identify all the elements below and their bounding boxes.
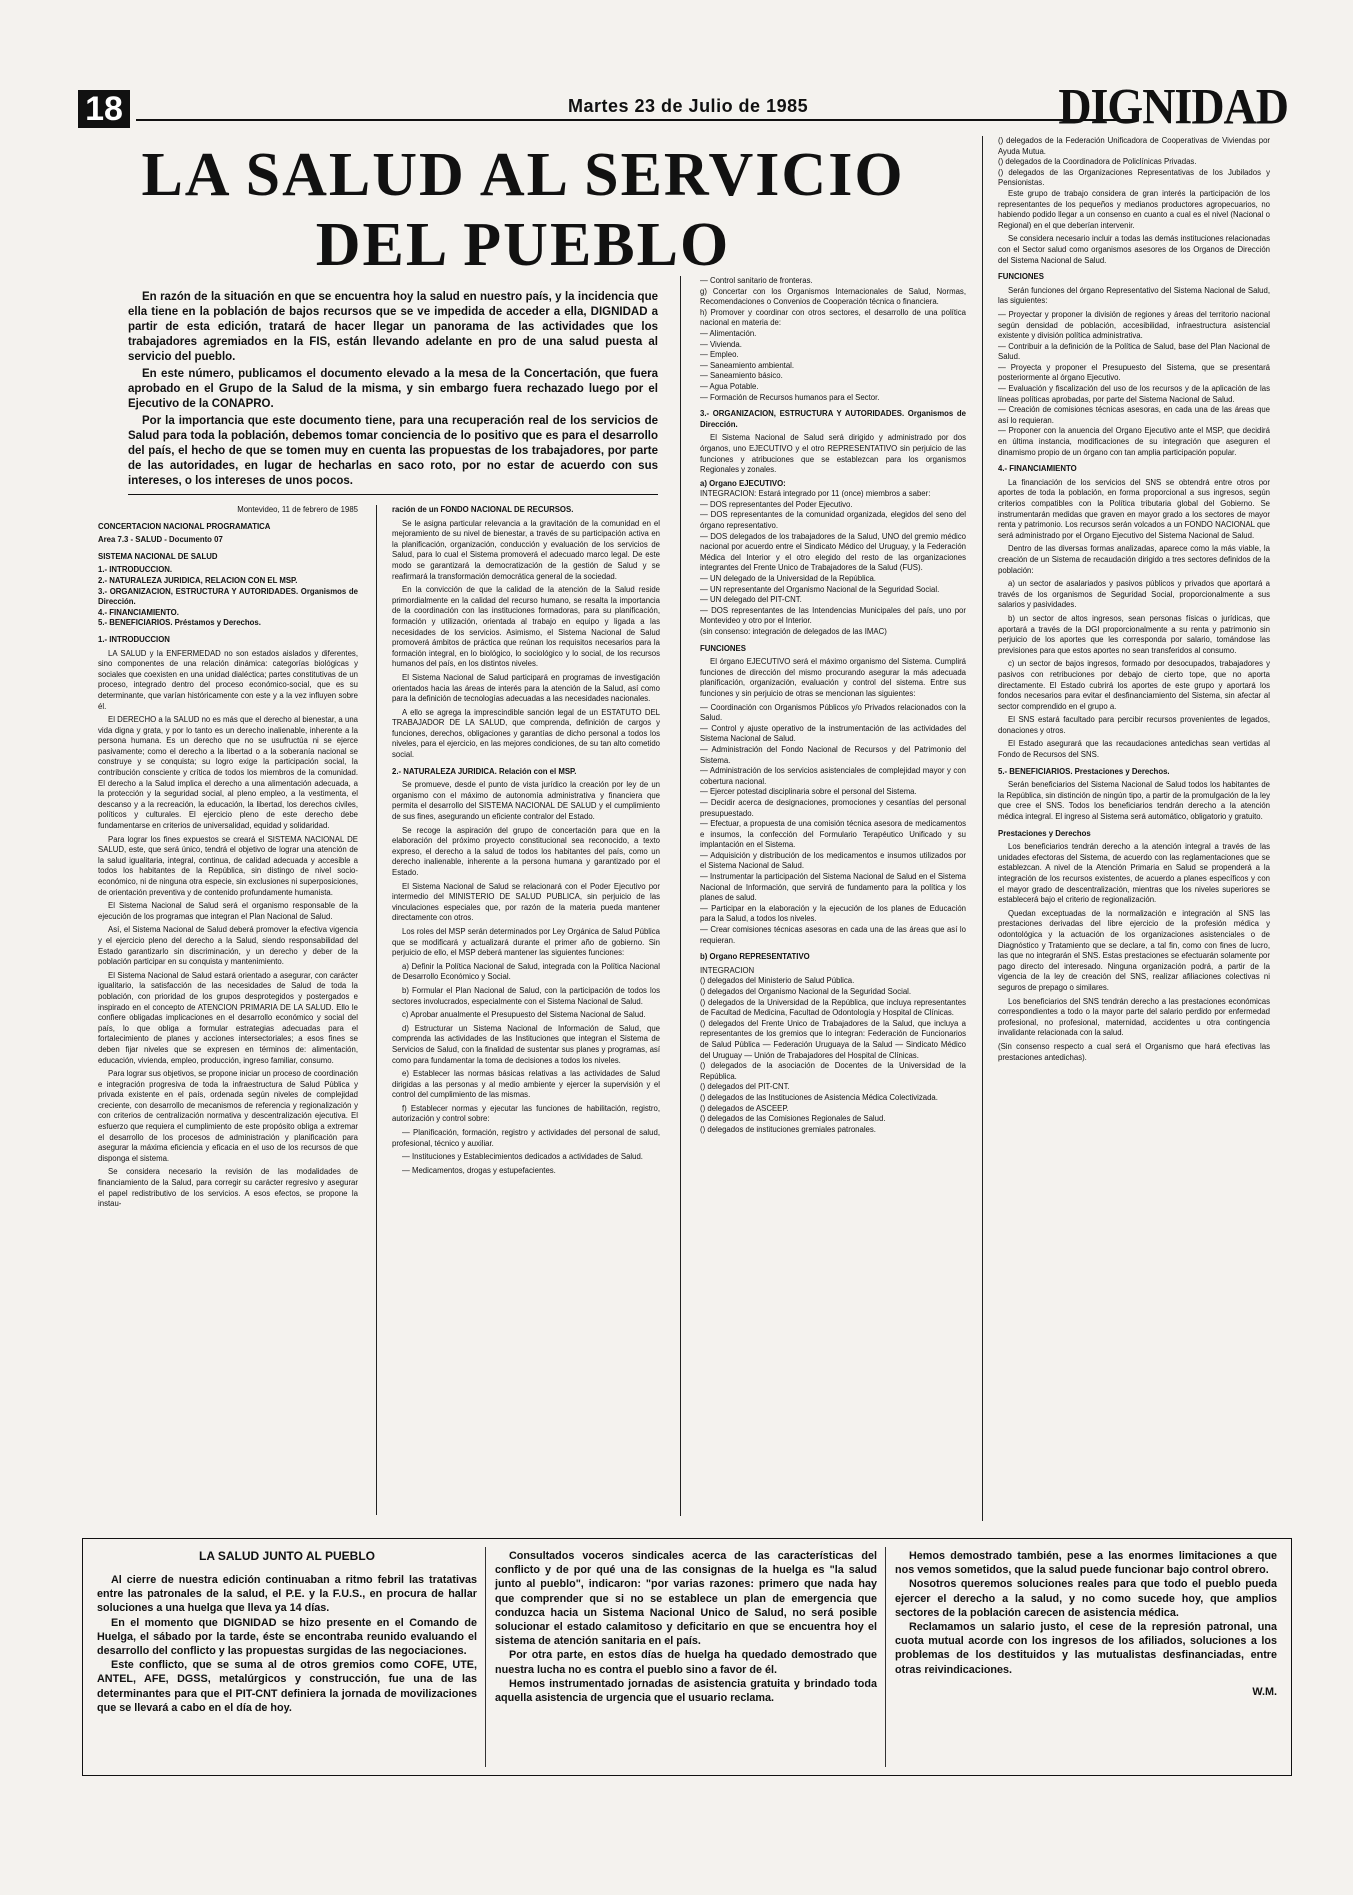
body-paragraph: El DERECHO a la SALUD no es más que el derecho al bienestar, a una vida digna y grata, y por lo tanto es un derecho inalienable, inherente a la persona humana. Es un derecho que no se usufructúa ni se ejerce pasivamente; como el derecho a la libertad o a la soberanía nacional se construye y se conquista; su logro exige la participación social, la contribución consciente y crítica de todos los miembros de la comunidad. El derecho a la Salud implica el derecho a una alimentación adecuada, a la protección y la seguridad social, al pleno empleo, a la vestimenta, el descanso y a la recreación, la educación, la libertad, los derechos civiles, políticos y culturales. El ejercicio pleno de este derecho debe fundamentarse en criterios de universalidad, equidad y solidaridad.	[98, 715, 358, 831]
body-paragraph: f) Establecer normas y ejecutar las funciones de habilitación, registro, autorización y control sobre:	[392, 1103, 660, 1124]
box-column-3	[895, 1549, 1277, 1699]
org-name: CONCERTACION NACIONAL PROGRAMATICA	[98, 521, 271, 531]
body-paragraph: Serán beneficiarios del Sistema Nacional de Salud todos los habitantes de la República, sin distinción de ningún tipo, a partir de la promulgación de la ley que cree el SNS. Todos los beneficiarios tendrán derecho a la atención médica integral. El ingreso al Sistema será automático, obligatorio y gratuito.	[998, 780, 1270, 822]
list-item: — Empleo.	[700, 350, 739, 360]
body-paragraph: En la convicción de que la calidad de la atención de la Salud reside primordialmente en la calidad del recurso humano, se resalta la importancia de la coordinación con las instituciones formadoras, para su planificación, formación y utilización, orientada al trabajo en equipo y ligada a las necesidades de los servicios. Asimismo, el Sistema Nacional de Salud promoverá ámbitos de práctica que reúnan los requisitos necesarios para la formación integral, en lo biológico, lo sociológico y lo social, de los recursos humanos del país, en los distintos niveles.	[392, 585, 660, 669]
body-paragraph: Este grupo de trabajo considera de gran interés la participación de los representantes de los pequeños y medianos productores agropecuarios, no habiendo podido llegar a un consenso en cuanto a cual es el nivel (Nacional o Regional) en el que deberían intervenir.	[998, 188, 1270, 230]
intro-paragraph: En razón de la situación en que se encuentra hoy la salud en nuestro país, y la incidencia que ella tiene en la población de bajos recursos que se ve impedida de acceder a ella, DIGNIDAD a partir de esta edición, tratará de hacer llegar un panorama de las actividades que los trabajadores agremiados en la FIS, están llevando adelante en pro de una salud puesta al servicio del pueblo.	[128, 291, 658, 363]
box-divider	[485, 1547, 486, 1767]
body-paragraph: a) Organo EJECUTIVO:	[700, 478, 786, 488]
list-item: — Agua Potable.	[700, 381, 759, 391]
body-paragraph: c) Aprobar anualmente el Presupuesto del Sistema Nacional de Salud.	[402, 1010, 646, 1020]
body-paragraph: El órgano EJECUTIVO será el máximo organismo del Sistema. Cumplirá funciones de dirección del mismo procurando asegurar la más adecuada planificación, organización, evaluación y control del sistema. Entre sus funciones y sin perjuicio de otras se mencionan las siguientes:	[700, 657, 966, 698]
body-paragraph: INTEGRACION: Estará integrado por 11 (once) miembros a saber:	[700, 489, 931, 499]
list-item: — Coordinación con Organismos Públicos y/o Privados relacionados con la Salud.	[700, 702, 966, 723]
masthead	[78, 78, 1288, 135]
body-paragraph: b) Formular el Plan Nacional de Salud, con la participación de todos los sectores involucrados, especialmente con el Sistema Nacional de Salud.	[392, 985, 660, 1006]
list-item: — DOS representantes de la comunidad organizada, elegidos del seno del órgano representativo.	[700, 510, 966, 531]
body-paragraph: Los roles del MSP serán determinados por Ley Orgánica de Salud Pública que se modificará y actualizará durante el primer año de gobierno. Sin perjuicio de ello, el MSP deberá mantener las siguientes funciones:	[392, 926, 660, 958]
system-name: SISTEMA NACIONAL DE SALUD	[98, 551, 218, 561]
page-number: 18	[78, 90, 130, 128]
list-item: () delegados de instituciones gremiales patronales.	[700, 1124, 876, 1134]
box-title: LA SALUD JUNTO AL PUEBLO	[198, 1549, 375, 1563]
box-paragraph: Hemos demostrado también, pese a las enormes limitaciones a que nos vemos sometidos, que la salud puede funcionar bajo control obrero.	[895, 1550, 1277, 1577]
body-paragraph: Se considera necesario incluir a todas las demás instituciones relacionadas con el Sector salud como organismos asesores de los Organos de Dirección del Sistema Nacional de Salud.	[998, 234, 1270, 265]
page-headline: LA SALUD AL SERVICIO DEL PUEBLO	[141, 141, 905, 279]
index-item: 2.- NATURALEZA JURIDICA, RELACION CON EL MSP.	[98, 575, 298, 585]
list-item: () delegados de las Comisiones Regionales de Salud.	[700, 1114, 886, 1124]
body-paragraph: a) un sector de asalariados y pasivos públicos y privados que aportará a través de los organismos de Seguridad Social, proporcionalmente a sus salarios y pasividades.	[998, 579, 1270, 610]
body-paragraph: El Sistema Nacional de Salud será dirigido y administrado por dos órganos, uno EJECUTIVO y el otro REPRESENTATIVO sin perjuicio de las funciones y atribuciones que se establezcan para los organismos Regionales y zonales.	[700, 433, 966, 475]
list-item: () delegados de la Federación Unificadora de Cooperativas de Viviendas por Ayuda Mutua.	[998, 136, 1270, 156]
index-item: 3.- ORGANIZACION, ESTRUCTURA Y AUTORIDADES. Organismos de Dirección.	[98, 586, 358, 607]
list-item: — DOS representantes del Poder Ejecutivo.	[700, 499, 853, 509]
body-paragraph: d) Estructurar un Sistema Nacional de Información de Salud, que comprenda las actividades de las Instituciones que integran el Sistema de Servicios de Salud, con la finalidad de sustentar sus planes y programas, así como para fundamentar la toma de decisiones a todos los niveles.	[392, 1023, 660, 1065]
intro-divider	[128, 494, 658, 495]
section-heading: 2.- NATURALEZA JURIDICA. Relación con el MSP.	[392, 766, 577, 776]
section-heading: 3.- ORGANIZACION, ESTRUCTURA Y AUTORIDADES. Organismos de Dirección.	[700, 409, 966, 429]
box-paragraph: Consultados voceros sindicales acerca de las características del conflicto y de por qué una de las consignas de la huelga es "la salud junto al pueblo", indicaron: "por varias razones: primero que nada hay que comprender que si no se establece un plan de emergencia que conduzca hacia un Sistema Nacional Unico de Salud, no será posible solucionar el estado calamitoso y deficitario en que se encuentra hoy el sistema de atención sanitaria en el país.	[495, 1550, 877, 1648]
column-divider	[982, 136, 983, 1521]
article-column-3	[700, 276, 966, 1516]
box-column-2	[495, 1549, 877, 1705]
body-paragraph: A ello se agrega la imprescindible sanción legal de un ESTATUTO DEL TRABAJADOR DE LA SALUD, que comprenda, definición de cargos y funciones, derechos, obligaciones y garantías de dicho personal a todos los niveles, para el ejercicio, en las mejores condiciones, de su tan alto cometido social.	[392, 707, 660, 760]
body-paragraph: El Estado asegurará que las recaudaciones antedichas sean vertidas al Fondo de Recursos del SNS.	[998, 739, 1270, 760]
body-paragraph: Se considera necesario la revisión de las modalidades de financiamiento de la Salud, para corregir su carácter regresivo y asegurar el papel redistributivo de los servicios. A esos efectos, se propone la instau-	[98, 1167, 358, 1209]
box-divider	[885, 1547, 886, 1767]
box-paragraph: Este conflicto, que se suma al de otros gremios como COFE, UTE, ANTEL, AFE, DGSS, metalúrgicos y construcción, fue una de las determinantes para que el PIT-CNT definiera la jornada de movilizaciones que se llevará a cabo en el día de hoy.	[97, 1659, 477, 1714]
area-line: Area 7.3 - SALUD - Documento 07	[98, 535, 223, 545]
list-item: — Control y ajuste operativo de la instrumentación de las actividades del Sistema Nacional de Salud.	[700, 723, 966, 744]
body-paragraph: Serán funciones del órgano Representativo del Sistema Nacional de Salud, las siguientes:	[998, 285, 1270, 306]
newspaper-name: DIGNIDAD	[1058, 78, 1288, 135]
list-item: — Saneamiento básico.	[700, 371, 783, 381]
body-paragraph: Para lograr los fines expuestos se creará el SISTEMA NACIONAL DE SALUD, este, que será único, tendrá el objetivo de lograr una atención de la salud igualitaria, integral, continua, de calidad adecuada y accesible a todos los habitantes de la República, sin distingo de nivel socio-económico, ni de ninguna otra especie, sin exclusiones ni superposiciones, de orientación preventiva y de contenido profundamente humanista.	[98, 834, 358, 897]
list-item: () delegados del Organismo Nacional de la Seguridad Social.	[700, 987, 912, 996]
box-paragraph: En el momento que DIGNIDAD se hizo presente en el Comando de Huelga, el sábado por la tarde, éste se encontraba reunido evaluando el desarrollo del conflicto y las propuestas surgidas de las negociaciones.	[97, 1616, 477, 1658]
body-paragraph: Dentro de las diversas formas analizadas, aparece como la más viable, la creación de un Sistema de recaudación dirigido a tres sectores definidos de la población:	[998, 544, 1270, 575]
list-item: — Alimentación.	[700, 328, 757, 338]
intro-paragraph: En este número, publicamos el documento elevado a la mesa de la Concertación, que fuera aprobado en el Grupo de la Salud de la misma, y sin embargo fuera rechazado luego por el Ejecutivo de la CONAPRO.	[128, 368, 658, 410]
list-item: — UN representante del Organismo Nacional de la Seguridad Social.	[700, 584, 940, 594]
body-paragraph: El Sistema Nacional de Salud se relacionará con el Poder Ejecutivo por intermedio del MINISTERIO DE SALUD PUBLICA, sin perjuicio de las vinculaciones especiales que, por razón de la materia pueda mantener directamente con otros.	[392, 881, 660, 923]
body-paragraph: ración de un FONDO NACIONAL DE RECURSOS.	[392, 505, 574, 514]
body-paragraph: El Sistema Nacional de Salud participará en programas de investigación orientados hacia las áreas de interés para la atención de la Salud, así como para la definición de tecnologías adecuadas a las necesidades nacionales.	[392, 672, 660, 704]
box-paragraph: Al cierre de nuestra edición continuaban a ritmo febril las tratativas entre las patronales de la salud, el P.E. y la F.U.S., en procura de hallar soluciones a una huelga que lleva ya 14 días.	[97, 1574, 477, 1615]
section-heading: 4.- FINANCIAMIENTO	[998, 464, 1077, 474]
list-item: h) Promover y coordinar con otros sectores, el desarrollo de una política nacional en materia de:	[700, 307, 966, 328]
list-item: — Proyecta y proponer el Presupuesto del Sistema, que se presentará posteriormente al órgano Ejecutivo.	[998, 362, 1270, 383]
subheading: INTEGRACION	[700, 965, 755, 975]
box-paragraph: Reclamamos un salario justo, el cese de la represión patronal, una cuota mutual acorde con los ingresos de los afiliados, soluciones a los problemas de los destituidos y las mutualistas desfinanciadas, entre otras reivindicaciones.	[895, 1621, 1277, 1676]
list-item: g) Concertar con los Organismos Internacionales de Salud, Normas, Recomendaciones o Convenios de Cooperación técnica o financiera.	[700, 286, 966, 307]
list-item: — Evaluación y fiscalización del uso de los recursos y de la aplicación de las líneas políticas aprobadas, por parte del Sistema Nacional de Salud.	[998, 384, 1270, 404]
list-item: — Control sanitario de fronteras.	[700, 276, 813, 285]
list-item: () delegados de la asociación de Docentes de la Universidad de la República.	[700, 1061, 966, 1081]
intro-paragraph: Por la importancia que este documento tiene, para una recuperación real de los servicios de Salud para toda la población, debemos tomar conciencia de lo positivo que es para el desarrollo del país, el hecho de que se tomen muy en cuenta las propuestas de los trabajadores, por parte de las autoridades, en lugar de hecharlas en saco roto, por no estar de acuerdo con sus intereses, o los intereses de unos pocos.	[128, 415, 658, 487]
boxed-article	[82, 1538, 1292, 1776]
column-divider	[680, 276, 681, 1516]
body-paragraph: c) un sector de bajos ingresos, formado por desocupados, trabajadores y pasivos con retribuciones por debajo de cierto tope, que no aporta directamente. El Estado cubrirá los aportes de este grupo y aportará los fondos necesarios para evitar el desfinanciamiento del Sistema, sin afectar al sector comprendido en el grupo a.	[998, 659, 1270, 711]
dateline: Montevideo, 11 de febrero de 1985	[237, 505, 358, 514]
subheading: Prestaciones y Derechos	[998, 828, 1091, 838]
list-item: — Proyectar y proponer la división de regiones y áreas del territorio nacional según densidad de población, accesibilidad, infraestructura asistencial existente y división política administrativa.	[998, 309, 1270, 341]
box-paragraph: Nosotros queremos soluciones reales para que todo el pueblo pueda ejercer el derecho a la salud, y no como sucede hoy, que amplios sectores de la población carecen de asistencia médica.	[895, 1578, 1277, 1619]
list-item: — DOS delegados de los trabajadores de la Salud, UNO del gremio médico nacional por acuerdo entre el Sindicato Médico del Uruguay, y la Federación Médica del Interior y el otro elegido del resto de las organizaciones integrantes del Frente Unico de Trabajadores de la Salud (FUS).	[700, 531, 966, 573]
index-item: 5.- BENEFICIARIOS. Préstamos y Derechos.	[98, 618, 261, 628]
body-paragraph: a) Definir la Política Nacional de Salud, integrada con la Política Nacional de Desarrollo Económico y Social.	[392, 961, 660, 982]
body-paragraph: (Sin consenso respecto a cual será el Organismo que hará efectivas las prestaciones antedichas).	[998, 1041, 1270, 1062]
author-signature: W.M.	[1252, 1685, 1277, 1698]
body-paragraph: LA SALUD y la ENFERMEDAD no son estados aislados y diferentes, sino componentes de una relación dinámica: categorías biológicas y sociales que coexisten en una unidad dialéctica; partes constitutivas de un proceso, integrado dentro del proceso económico-social, que es su determinante, que varían históricamente con este y a la vez influyen sobre él.	[98, 648, 358, 711]
list-item: — Administración del Fondo Nacional de Recursos y del Patrimonio del Sistema.	[700, 744, 966, 765]
body-paragraph: Los beneficiarios del SNS tendrán derecho a las prestaciones económicas correspondientes a todo o la mayor parte del salario perdido por enfermedad profesional, no profesional, maternidad, accidentes u otra contingencia invalidante relacionada con la salud.	[998, 996, 1270, 1038]
column-divider	[376, 505, 377, 1515]
body-paragraph: El Sistema Nacional de Salud estará orientado a asegurar, con carácter igualitario, la satisfacción de las necesidades de Salud de toda la población, con prioridad de los grupos desprotegidos y postergados e inspirado en el concepto de ATENCION PRIMARIA DE LA SALUD. Ello le confiere obligadas implicaciones en el desarrollo económico y social del país, lo que obliga a formular estrategias adecuadas para el fortalecimiento de planes y acciones intersectoriales; a esos fines se deben fijar niveles que se expresen en términos de: alimentación, educación, vivienda, empleo, producción, ingreso familiar, consumo.	[98, 970, 358, 1065]
list-item: — Saneamiento ambiental.	[700, 360, 795, 370]
list-item: — Participar en la elaboración y la ejecución de los planes de Educación para la Salud, a todos los niveles.	[700, 903, 966, 924]
box-paragraph: Hemos instrumentado jornadas de asistencia gratuita y brindado toda aquella asistencia de urgencia que el usuario reclama.	[495, 1677, 877, 1705]
list-item: — Ejercer potestad disciplinaria sobre el personal del Sistema.	[700, 787, 917, 797]
body-paragraph: Se promueve, desde el punto de vista jurídico la creación por ley de un organismo con el máximo de autonomía administrativa y financiera que permita el desarrollo del SISTEMA NACIONAL DE SALUD y el cumplimiento de sus fines, asegurando un eficiente contralor del Estado.	[392, 780, 660, 822]
body-paragraph: Se le asigna particular relevancia a la gravitación de la comunidad en el mejoramiento de su nivel de bienestar, a través de su participación activa en la planificación, organización, conducción y evaluación de los servicios de Salud, para lo cual el Sistema promoverá el adecuado marco legal. De este modo se garantizará la democratización de la gestión de Salud y se reafirmará la transformación democrática general de la sociedad.	[392, 518, 660, 581]
section-heading: 5.- BENEFICIARIOS. Prestaciones y Derechos.	[998, 766, 1170, 776]
box-column-1	[97, 1549, 477, 1715]
list-item: — Contribuir a la definición de la Política de Salud, base del Plan Nacional de Salud.	[998, 341, 1270, 362]
list-item: — Vivienda.	[700, 339, 742, 349]
box-paragraph: Por otra parte, en estos días de huelga ha quedado demostrado que nuestra lucha no es contra el pueblo sino a favor de él.	[495, 1649, 877, 1676]
list-item: () delegados de las Organizaciones Representativas de los Jubilados y Pensionistas.	[998, 167, 1270, 188]
list-item: (sin consenso: integración de delegados de las IMAC)	[700, 627, 887, 636]
issue-date: Martes 23 de Julio de 1985	[568, 96, 809, 116]
list-item: () delegados de ASCEEP.	[700, 1103, 789, 1113]
list-item: () delegados de las Instituciones de Asistencia Médica Colectivizada.	[700, 1092, 938, 1102]
list-item: () delegados de la Coordinadora de Policlínicas Privadas.	[998, 157, 1197, 167]
list-item: () delegados de la Universidad de la República, que incluya representantes de Facultad de Medicina, Facultad de Odontología y Hospital de Clínicas.	[700, 997, 966, 1018]
body-paragraph: — Planificación, formación, registro y actividades del personal de salud, profesional, técnico y auxiliar.	[392, 1128, 660, 1148]
list-item: () delegados del PIT-CNT.	[700, 1082, 790, 1092]
body-paragraph: El Sistema Nacional de Salud será el organismo responsable de la ejecución de los programas que integran el Plan Nacional de Salud.	[98, 901, 358, 921]
list-item: — UN delegado del PIT-CNT.	[700, 595, 802, 605]
list-item: — Crear comisiones técnicas asesoras en cada una de las áreas que así lo requieran.	[700, 925, 966, 945]
article-column-4	[998, 136, 1270, 1521]
index-item: 1.- INTRODUCCION.	[98, 565, 173, 575]
section-heading: 1.- INTRODUCCION	[98, 634, 170, 644]
list-item: — UN delegado de la Universidad de la República.	[700, 574, 876, 584]
section-heading: FUNCIONES	[998, 272, 1044, 282]
body-paragraph: Así, el Sistema Nacional de Salud deberá promover la efectiva vigencia y el ejercicio pleno del derecho a la Salud, siendo responsabilidad del Estado garantizarlo sin discriminación, y un derecho y deber de la población participar en su conquista y mantenimiento.	[98, 925, 358, 967]
list-item: — Decidir acerca de designaciones, promociones y cesantías del personal presupuestado.	[700, 797, 966, 818]
body-paragraph: e) Establecer las normas básicas relativas a las actividades de Salud dirigidas a las personas y al medio ambiente y ejercer la supervisión y el control del cumplimiento de las mismas.	[392, 1069, 660, 1100]
list-item: — Efectuar, a propuesta de una comisión técnica asesora de medicamentos e insumos, la confección del Formulario Terapéutico Unificado y su implantación en el Sistema.	[700, 819, 966, 850]
article-column-2	[392, 505, 660, 1515]
section-heading: FUNCIONES	[700, 643, 746, 653]
article-column-1	[98, 505, 358, 1515]
list-item: — Formación de Recursos humanos para el Sector.	[700, 392, 880, 402]
list-item: — Administración de los servicios asistenciales de complejidad mayor y con cobertura nacional.	[700, 766, 966, 786]
list-item: — Proponer con la anuencia del Organo Ejecutivo ante el MSP, que decidirá en última instancia, modificaciones de su integración que aseguren el dinamismo propio de un órgano con tan amplia participación popular.	[998, 426, 1270, 457]
body-paragraph: Quedan exceptuadas de la normalización e integración al SNS las prestaciones derivadas del libre ejercicio de la profesión médica y odontológica y la actuación de los organizaciones asistenciales o de Diagnóstico y Tratamiento que se declare, a tal fin, como con fines de lucro, las que no integrarán el SNS. Estas prestaciones se efectuarán solamente por pago directo del interesado. Ninguna organización podrá, a partir de la vigencia de la ley de creación del SNS, realizar afiliaciones colectivas ni seguros de prepago o similares.	[998, 908, 1270, 992]
body-paragraph: — Medicamentos, drogas y estupefacientes.	[402, 1165, 556, 1175]
list-item: — Instrumentar la participación del Sistema Nacional de Salud en el Sistema Nacional de Información, que servirá de fundamento para la política y los planes de salud.	[700, 872, 966, 903]
index-item: 4.- FINANCIAMIENTO.	[98, 607, 179, 617]
body-paragraph: La financiación de los servicios del SNS se obtendrá entre otros por aportes de toda la población, en forma proporcional a sus ingresos, según criterios compatibles con la Política tributaria global del Gobierno. Se instrumentarán medidas que graven en mayor grado a los sectores de mayor renta y patrimonio. Los recursos serán volcados a un FONDO NACIONAL que será administrado por el Organo Ejecutivo del Sistema Nacional de Salud.	[998, 477, 1270, 540]
intro-text	[128, 290, 658, 491]
body-paragraph: Se recoge la aspiración del grupo de concertación para que en la elaboración del próximo proyecto constitucional sea reconocido, a texto expreso, el derecho a la salud de todos los habitantes del país, como un derecho inalienable, inherente a la persona humana y garantizado por el Estado.	[392, 825, 660, 877]
list-item: — Adquisición y distribución de los medicamentos e insumos utilizados por el Sistema Nacional de Salud.	[700, 850, 966, 871]
list-item: — Creación de comisiones técnicas asesoras, en cada una de las áreas que así lo requieran.	[998, 405, 1270, 425]
section-heading: b) Organo REPRESENTATIVO	[700, 952, 810, 962]
body-paragraph: b) un sector de altos ingresos, sean personas físicas o jurídicas, que aportará a través de la DGI proporcionalmente a su renta y patrimonio sin perjuicio de los aportes que les corresponda por salario, tomándose las previsiones para que estos aportes no sean transferidos al consumo.	[998, 613, 1270, 655]
body-paragraph: El SNS estará facultado para percibir recursos provenientes de legados, donaciones y otros.	[998, 715, 1270, 735]
body-paragraph: Los beneficiarios tendrán derecho a la atención integral a través de las unidades efectoras del Sistema, de acuerdo con las reglamentaciones que se establezcan. A nivel de la Atención Primaria en Salud se propenderá a la integración de los recursos existentes, de acuerdo a planes específicos y con el mayor grado de descentralización, mientras que los niveles superiores se establecerá bajo el criterio de regionalización.	[998, 842, 1270, 905]
body-paragraph: — Instituciones y Establecimientos dedicados a actividades de Salud.	[402, 1152, 643, 1162]
list-item: — DOS representantes de las Intendencias Municipales del país, uno por Montevideo y otro por el Interior.	[700, 605, 966, 626]
masthead-rule	[136, 119, 1136, 121]
list-item: () delegados del Ministerio de Salud Pública.	[700, 976, 855, 986]
list-item: () delegados del Frente Unico de Trabajadores de la Salud, que incluya a representantes de los gremios que lo integran: Federación de Funcionarios de Salud Pública — Federación Uruguaya de la Salud — Sindicato Médico del Uruguay — Unión de Trabajadores del Hospital de Clínicas.	[700, 1018, 966, 1060]
body-paragraph: Para lograr sus objetivos, se propone iniciar un proceso de coordinación e integración progresiva de toda la infraestructura de Salud Pública y privada existente en el país, ordenada según niveles de complejidad creciente, con desarrollo de mecanismos de referencia y regionalización y con criterios de centralización normativa y descentralización ejecutiva. El esfuerzo que requiera el cumplimiento de este propósito obliga a extremar el desarrollo de los procesos de administración y planificación para asegurar la máxima eficiencia y eficacia en el uso de los recursos de que disponga el sistema.	[98, 1069, 358, 1163]
